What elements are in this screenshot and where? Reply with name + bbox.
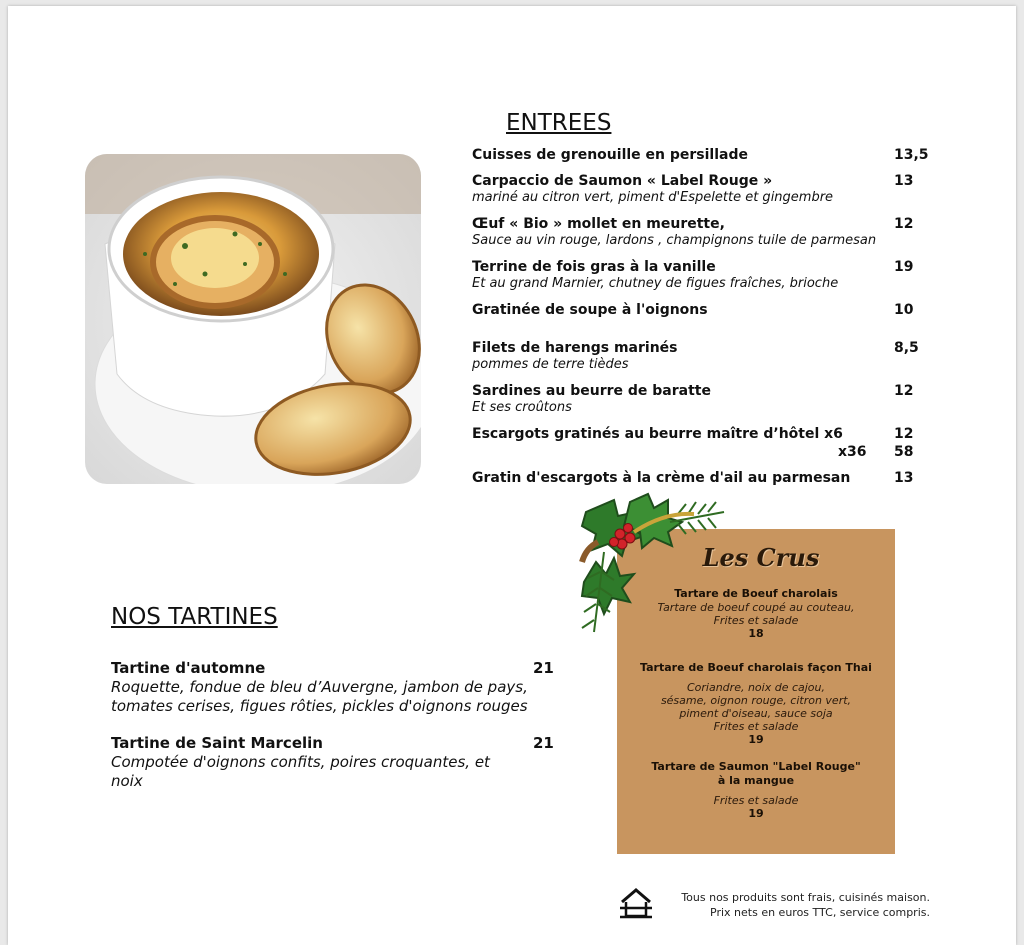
dish-price: 12 [894,426,914,442]
dish-description: Sauce au vin rouge, lardons , champignons tuile de parmesan [472,233,877,248]
dish-price: 13 [894,470,914,486]
dish-price: 8,5 [894,340,919,356]
entree-item [472,469,942,487]
tartine-item [111,659,561,716]
crus-item-desc: sésame, oignon rouge, citron vert, [660,694,852,707]
dish-name: Gratinée de soupe à l'oignons [472,302,708,318]
dish-name: Cuisses de grenouille en persillade [472,147,748,163]
dish-quantity-price: 58 [894,444,914,460]
onion-soup-photo [85,154,421,484]
crus-item-desc: Frites et salade [713,720,799,733]
crus-item-desc: Frites et salade [713,794,799,807]
dish-price: 13 [894,173,914,189]
dish-price: 10 [894,302,914,318]
entree-item [472,382,942,416]
dish-description: Et au grand Marnier, chutney de figues fraîches, brioche [472,276,839,291]
tartine-name: Tartine d'automne [111,659,266,677]
dish-name: Terrine de fois gras à la vanille [472,259,716,275]
dish-name: Sardines au beurre de baratte [472,383,711,399]
crus-item [617,760,895,821]
dish-name: Gratin d'escargots à la crème d'ail au parmesan [472,470,851,486]
dish-price: 13,5 [894,147,929,163]
house-logo-icon [618,886,654,926]
entree-item [472,258,942,292]
dish-description: pommes de terre tièdes [472,357,629,372]
entree-item [472,339,942,373]
entree-item [472,425,942,460]
entree-item [472,172,942,206]
crus-item-desc: Coriandre, noix de cajou, [686,681,826,694]
footer-note [658,890,930,920]
dish-name: Escargots gratinés au beurre maître d’hôtel x6 [472,426,843,442]
crus-item-name: Tartare de Saumon "Label Rouge" [651,760,861,773]
crus-item-price: 18 [748,627,764,640]
crus-item-desc: piment d'oiseau, sauce soja [679,707,833,720]
tartine-price: 21 [533,734,554,752]
dish-description: Et ses croûtons [472,400,572,415]
crus-item-price: 19 [748,733,764,746]
footer-line: Tous nos produits sont frais, cuisinés maison. [681,891,930,904]
crus-item-name: Tartare de Boeuf charolais [674,587,838,600]
menu-page [8,6,1016,945]
dish-price: 12 [894,216,914,232]
entree-item [472,301,942,319]
entrees-title: ENTREES [506,110,612,136]
tartines-title: NOS TARTINES [111,604,278,630]
les-crus-title: Les Crus [702,543,820,572]
tartine-description: Compotée d'oignons confits, poires croquantes, et noix [111,753,490,790]
entree-item [472,146,942,164]
crus-item-desc: Tartare de boeuf coupé au couteau, [657,601,855,614]
tartine-item [111,734,561,791]
dish-name: Œuf « Bio » mollet en meurette, [472,216,725,232]
tartine-description: Roquette, fondue de bleu d’Auvergne, jambon de pays, tomates cerises, figues rôties, pickles d'oignons rouges [111,678,528,715]
footer-line: Prix nets en euros TTC, service compris. [710,906,930,919]
tartine-price: 21 [533,659,554,677]
crus-item-name: à la mangue [717,774,795,787]
crus-item-desc: Frites et salade [713,614,799,627]
dish-price: 12 [894,383,914,399]
dish-quantity-label: x36 [838,444,867,460]
dish-name: Carpaccio de Saumon « Label Rouge » [472,173,773,189]
crus-item [617,661,895,747]
dish-price: 19 [894,259,914,275]
dish-name: Filets de harengs marinés [472,340,678,356]
holly-decoration-icon [574,492,732,646]
dish-description: mariné au citron vert, piment d'Espelette et gingembre [472,190,834,205]
entree-item [472,215,942,249]
crus-item-name: Tartare de Boeuf charolais façon Thai [640,661,872,674]
tartine-name: Tartine de Saint Marcelin [111,734,323,752]
crus-item-price: 19 [748,807,764,820]
